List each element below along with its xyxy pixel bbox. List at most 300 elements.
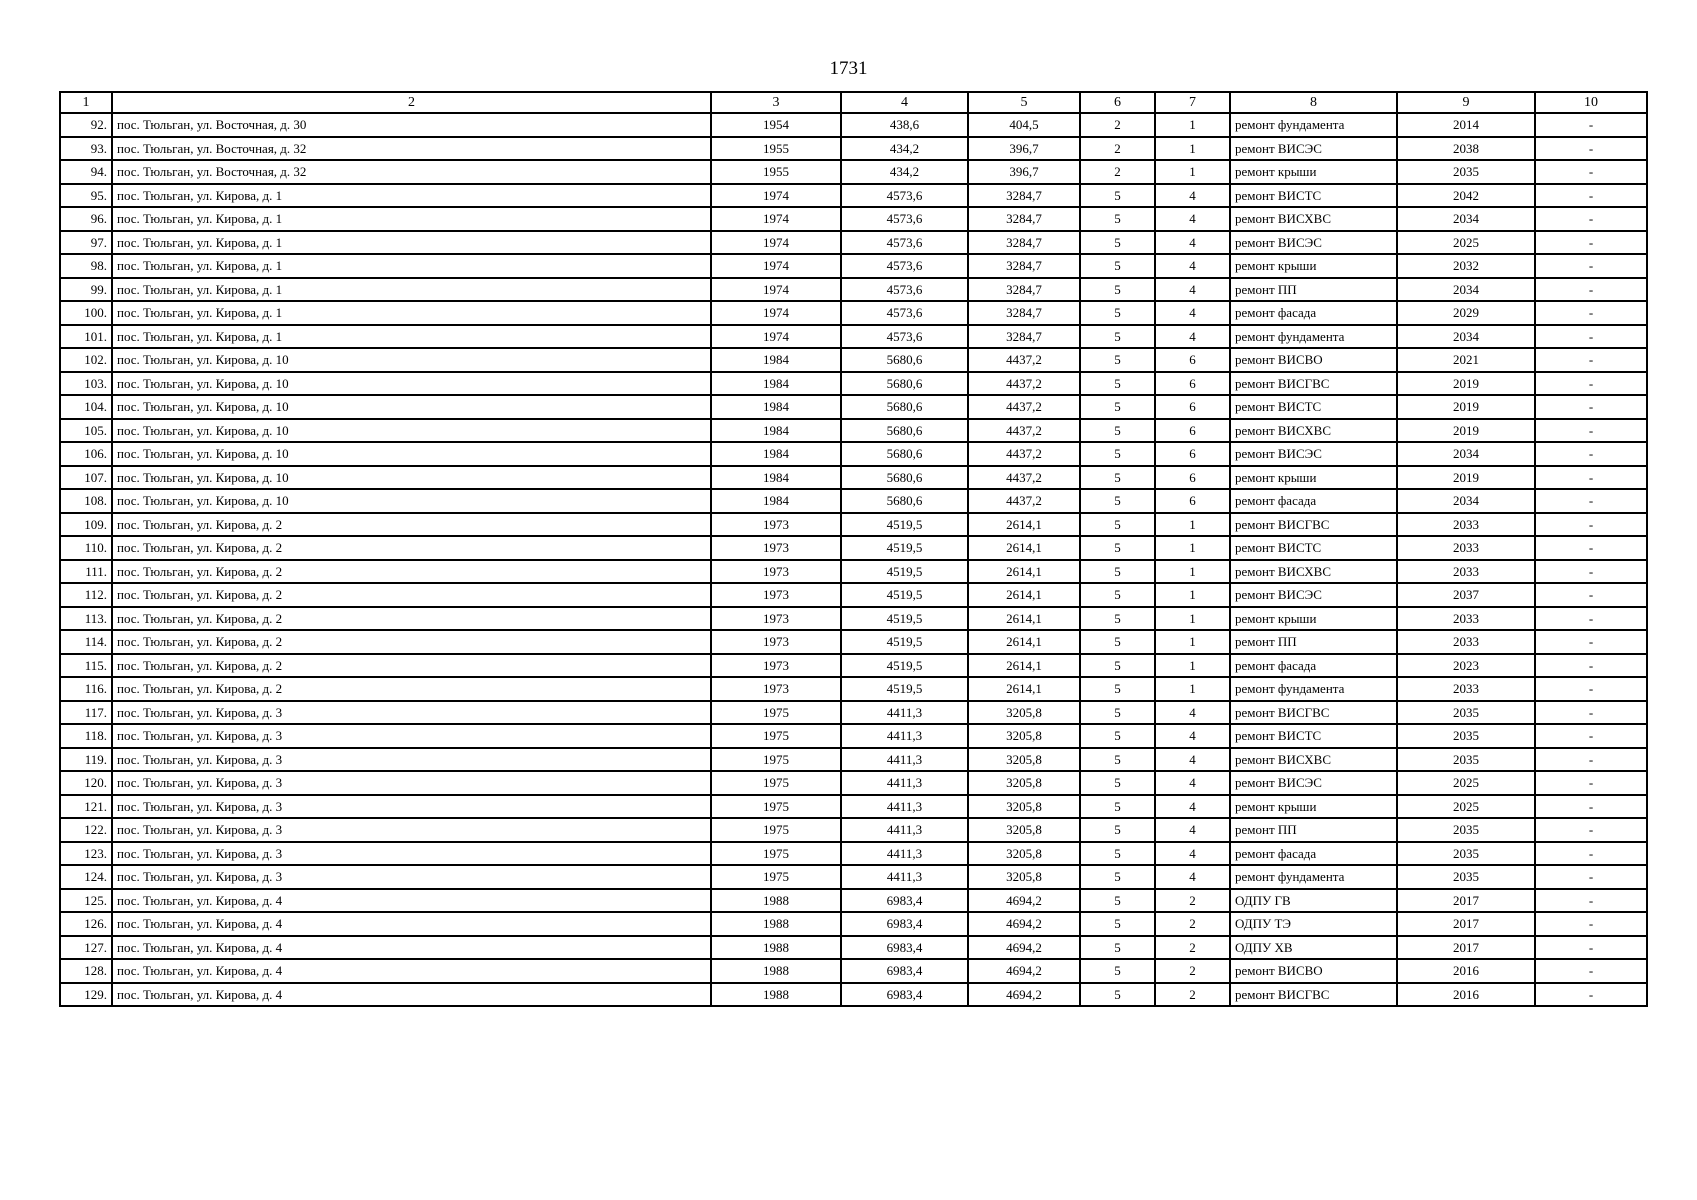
note-cell: - xyxy=(1535,607,1647,631)
row-number-cell: 100. xyxy=(60,301,112,325)
entrances-cell: 1 xyxy=(1155,654,1230,678)
floors-cell: 5 xyxy=(1080,842,1155,866)
floors-cell: 5 xyxy=(1080,560,1155,584)
table-row xyxy=(60,372,1647,396)
row-number-cell: 129. xyxy=(60,983,112,1007)
total-area-cell: 4519,5 xyxy=(841,560,968,584)
work-type-cell: ремонт ВИСГВС xyxy=(1230,983,1397,1007)
table-row xyxy=(60,207,1647,231)
planned-year-cell: 2025 xyxy=(1397,771,1535,795)
row-number-cell: 104. xyxy=(60,395,112,419)
total-area-cell: 4519,5 xyxy=(841,630,968,654)
total-area-cell: 4411,3 xyxy=(841,771,968,795)
row-number-cell: 114. xyxy=(60,630,112,654)
planned-year-cell: 2033 xyxy=(1397,630,1535,654)
table-row xyxy=(60,842,1647,866)
row-number-cell: 119. xyxy=(60,748,112,772)
row-number-cell: 99. xyxy=(60,278,112,302)
address-cell: пос. Тюльган, ул. Кирова, д. 3 xyxy=(112,748,711,772)
table-row xyxy=(60,160,1647,184)
work-type-cell: ремонт ПП xyxy=(1230,278,1397,302)
planned-year-cell: 2034 xyxy=(1397,442,1535,466)
living-area-cell: 2614,1 xyxy=(968,677,1080,701)
total-area-cell: 4411,3 xyxy=(841,842,968,866)
table-row xyxy=(60,113,1647,137)
row-number-cell: 113. xyxy=(60,607,112,631)
planned-year-cell: 2035 xyxy=(1397,818,1535,842)
year-built-cell: 1975 xyxy=(711,865,841,889)
work-type-cell: ремонт ВИСЭС xyxy=(1230,231,1397,255)
total-area-cell: 4573,6 xyxy=(841,207,968,231)
table-row xyxy=(60,325,1647,349)
table-row xyxy=(60,184,1647,208)
note-cell: - xyxy=(1535,513,1647,537)
work-type-cell: ОДПУ ГВ xyxy=(1230,889,1397,913)
floors-cell: 5 xyxy=(1080,724,1155,748)
living-area-cell: 3205,8 xyxy=(968,771,1080,795)
column-header-10: 10 xyxy=(1535,92,1647,113)
row-number-cell: 126. xyxy=(60,912,112,936)
living-area-cell: 4437,2 xyxy=(968,372,1080,396)
planned-year-cell: 2035 xyxy=(1397,701,1535,725)
floors-cell: 5 xyxy=(1080,278,1155,302)
total-area-cell: 4411,3 xyxy=(841,701,968,725)
address-cell: пос. Тюльган, ул. Кирова, д. 2 xyxy=(112,583,711,607)
living-area-cell: 3284,7 xyxy=(968,231,1080,255)
total-area-cell: 434,2 xyxy=(841,137,968,161)
entrances-cell: 4 xyxy=(1155,278,1230,302)
table-row xyxy=(60,818,1647,842)
planned-year-cell: 2034 xyxy=(1397,278,1535,302)
living-area-cell: 3205,8 xyxy=(968,818,1080,842)
address-cell: пос. Тюльган, ул. Кирова, д. 4 xyxy=(112,912,711,936)
note-cell: - xyxy=(1535,936,1647,960)
work-type-cell: ОДПУ ТЭ xyxy=(1230,912,1397,936)
living-area-cell: 4694,2 xyxy=(968,889,1080,913)
total-area-cell: 5680,6 xyxy=(841,442,968,466)
row-number-cell: 127. xyxy=(60,936,112,960)
year-built-cell: 1988 xyxy=(711,959,841,983)
work-type-cell: ремонт ВИСТС xyxy=(1230,536,1397,560)
row-number-cell: 96. xyxy=(60,207,112,231)
total-area-cell: 6983,4 xyxy=(841,936,968,960)
registry-table xyxy=(59,91,1648,1007)
address-cell: пос. Тюльган, ул. Кирова, д. 1 xyxy=(112,207,711,231)
work-type-cell: ремонт ВИСХВС xyxy=(1230,560,1397,584)
planned-year-cell: 2019 xyxy=(1397,372,1535,396)
address-cell: пос. Тюльган, ул. Восточная, д. 30 xyxy=(112,113,711,137)
floors-cell: 5 xyxy=(1080,677,1155,701)
table-row xyxy=(60,536,1647,560)
total-area-cell: 4573,6 xyxy=(841,301,968,325)
table-row xyxy=(60,583,1647,607)
table-row xyxy=(60,607,1647,631)
total-area-cell: 4573,6 xyxy=(841,184,968,208)
planned-year-cell: 2035 xyxy=(1397,842,1535,866)
entrances-cell: 1 xyxy=(1155,560,1230,584)
planned-year-cell: 2017 xyxy=(1397,936,1535,960)
total-area-cell: 4573,6 xyxy=(841,231,968,255)
total-area-cell: 4519,5 xyxy=(841,654,968,678)
living-area-cell: 4437,2 xyxy=(968,466,1080,490)
entrances-cell: 4 xyxy=(1155,325,1230,349)
work-type-cell: ремонт ВИСТС xyxy=(1230,184,1397,208)
note-cell: - xyxy=(1535,912,1647,936)
entrances-cell: 1 xyxy=(1155,536,1230,560)
year-built-cell: 1988 xyxy=(711,889,841,913)
floors-cell: 2 xyxy=(1080,137,1155,161)
planned-year-cell: 2035 xyxy=(1397,865,1535,889)
total-area-cell: 6983,4 xyxy=(841,959,968,983)
work-type-cell: ремонт ПП xyxy=(1230,818,1397,842)
work-type-cell: ремонт ВИСЭС xyxy=(1230,442,1397,466)
floors-cell: 2 xyxy=(1080,160,1155,184)
table-row xyxy=(60,442,1647,466)
address-cell: пос. Тюльган, ул. Кирова, д. 2 xyxy=(112,536,711,560)
note-cell: - xyxy=(1535,442,1647,466)
row-number-cell: 102. xyxy=(60,348,112,372)
entrances-cell: 4 xyxy=(1155,701,1230,725)
row-number-cell: 105. xyxy=(60,419,112,443)
table-row xyxy=(60,889,1647,913)
year-built-cell: 1974 xyxy=(711,254,841,278)
note-cell: - xyxy=(1535,278,1647,302)
floors-cell: 5 xyxy=(1080,466,1155,490)
total-area-cell: 4411,3 xyxy=(841,865,968,889)
row-number-cell: 94. xyxy=(60,160,112,184)
table-row xyxy=(60,419,1647,443)
year-built-cell: 1988 xyxy=(711,936,841,960)
address-cell: пос. Тюльган, ул. Кирова, д. 4 xyxy=(112,889,711,913)
table-row xyxy=(60,724,1647,748)
living-area-cell: 2614,1 xyxy=(968,560,1080,584)
row-number-cell: 109. xyxy=(60,513,112,537)
total-area-cell: 5680,6 xyxy=(841,466,968,490)
entrances-cell: 1 xyxy=(1155,513,1230,537)
year-built-cell: 1974 xyxy=(711,231,841,255)
row-number-cell: 121. xyxy=(60,795,112,819)
floors-cell: 5 xyxy=(1080,983,1155,1007)
living-area-cell: 3284,7 xyxy=(968,254,1080,278)
living-area-cell: 396,7 xyxy=(968,160,1080,184)
row-number-cell: 122. xyxy=(60,818,112,842)
planned-year-cell: 2042 xyxy=(1397,184,1535,208)
total-area-cell: 5680,6 xyxy=(841,395,968,419)
planned-year-cell: 2033 xyxy=(1397,607,1535,631)
row-number-cell: 124. xyxy=(60,865,112,889)
total-area-cell: 4519,5 xyxy=(841,607,968,631)
note-cell: - xyxy=(1535,113,1647,137)
note-cell: - xyxy=(1535,959,1647,983)
living-area-cell: 4437,2 xyxy=(968,442,1080,466)
address-cell: пос. Тюльган, ул. Кирова, д. 3 xyxy=(112,771,711,795)
note-cell: - xyxy=(1535,160,1647,184)
address-cell: пос. Тюльган, ул. Кирова, д. 1 xyxy=(112,231,711,255)
table-row xyxy=(60,466,1647,490)
work-type-cell: ремонт фасада xyxy=(1230,301,1397,325)
table-row xyxy=(60,630,1647,654)
address-cell: пос. Тюльган, ул. Кирова, д. 2 xyxy=(112,677,711,701)
total-area-cell: 5680,6 xyxy=(841,348,968,372)
note-cell: - xyxy=(1535,137,1647,161)
living-area-cell: 3284,7 xyxy=(968,207,1080,231)
column-header-9: 9 xyxy=(1397,92,1535,113)
column-header-4: 4 xyxy=(841,92,968,113)
living-area-cell: 4437,2 xyxy=(968,489,1080,513)
living-area-cell: 4694,2 xyxy=(968,959,1080,983)
entrances-cell: 1 xyxy=(1155,583,1230,607)
year-built-cell: 1974 xyxy=(711,325,841,349)
entrances-cell: 4 xyxy=(1155,795,1230,819)
work-type-cell: ремонт ВИСЭС xyxy=(1230,583,1397,607)
living-area-cell: 3205,8 xyxy=(968,724,1080,748)
row-number-cell: 120. xyxy=(60,771,112,795)
entrances-cell: 4 xyxy=(1155,231,1230,255)
planned-year-cell: 2032 xyxy=(1397,254,1535,278)
note-cell: - xyxy=(1535,889,1647,913)
floors-cell: 5 xyxy=(1080,936,1155,960)
entrances-cell: 2 xyxy=(1155,912,1230,936)
living-area-cell: 396,7 xyxy=(968,137,1080,161)
total-area-cell: 4411,3 xyxy=(841,748,968,772)
column-header-7: 7 xyxy=(1155,92,1230,113)
work-type-cell: ремонт ВИСВО xyxy=(1230,959,1397,983)
year-built-cell: 1974 xyxy=(711,278,841,302)
planned-year-cell: 2035 xyxy=(1397,724,1535,748)
note-cell: - xyxy=(1535,630,1647,654)
year-built-cell: 1975 xyxy=(711,842,841,866)
living-area-cell: 2614,1 xyxy=(968,630,1080,654)
row-number-cell: 125. xyxy=(60,889,112,913)
column-header-5: 5 xyxy=(968,92,1080,113)
note-cell: - xyxy=(1535,724,1647,748)
total-area-cell: 4573,6 xyxy=(841,278,968,302)
note-cell: - xyxy=(1535,254,1647,278)
page-number: 1731 xyxy=(829,58,868,79)
address-cell: пос. Тюльган, ул. Кирова, д. 10 xyxy=(112,489,711,513)
year-built-cell: 1984 xyxy=(711,466,841,490)
planned-year-cell: 2017 xyxy=(1397,889,1535,913)
year-built-cell: 1974 xyxy=(711,207,841,231)
row-number-cell: 101. xyxy=(60,325,112,349)
work-type-cell: ремонт ВИСВО xyxy=(1230,348,1397,372)
total-area-cell: 6983,4 xyxy=(841,889,968,913)
floors-cell: 5 xyxy=(1080,912,1155,936)
address-cell: пос. Тюльган, ул. Кирова, д. 3 xyxy=(112,865,711,889)
work-type-cell: ремонт фасада xyxy=(1230,654,1397,678)
total-area-cell: 4519,5 xyxy=(841,513,968,537)
total-area-cell: 5680,6 xyxy=(841,372,968,396)
table-row xyxy=(60,771,1647,795)
floors-cell: 5 xyxy=(1080,748,1155,772)
row-number-cell: 110. xyxy=(60,536,112,560)
note-cell: - xyxy=(1535,583,1647,607)
work-type-cell: ремонт ВИСТС xyxy=(1230,724,1397,748)
planned-year-cell: 2021 xyxy=(1397,348,1535,372)
entrances-cell: 4 xyxy=(1155,207,1230,231)
table-body xyxy=(60,113,1647,1006)
floors-cell: 5 xyxy=(1080,795,1155,819)
year-built-cell: 1973 xyxy=(711,536,841,560)
year-built-cell: 1975 xyxy=(711,701,841,725)
year-built-cell: 1984 xyxy=(711,419,841,443)
entrances-cell: 2 xyxy=(1155,983,1230,1007)
note-cell: - xyxy=(1535,348,1647,372)
work-type-cell: ремонт фундамента xyxy=(1230,677,1397,701)
work-type-cell: ОДПУ ХВ xyxy=(1230,936,1397,960)
row-number-cell: 107. xyxy=(60,466,112,490)
total-area-cell: 5680,6 xyxy=(841,489,968,513)
row-number-cell: 92. xyxy=(60,113,112,137)
living-area-cell: 3205,8 xyxy=(968,865,1080,889)
floors-cell: 5 xyxy=(1080,654,1155,678)
row-number-cell: 103. xyxy=(60,372,112,396)
address-cell: пос. Тюльган, ул. Кирова, д. 3 xyxy=(112,795,711,819)
floors-cell: 5 xyxy=(1080,536,1155,560)
column-header-6: 6 xyxy=(1080,92,1155,113)
planned-year-cell: 2016 xyxy=(1397,983,1535,1007)
address-cell: пос. Тюльган, ул. Кирова, д. 2 xyxy=(112,607,711,631)
entrances-cell: 6 xyxy=(1155,348,1230,372)
year-built-cell: 1988 xyxy=(711,912,841,936)
address-cell: пос. Тюльган, ул. Восточная, д. 32 xyxy=(112,137,711,161)
year-built-cell: 1975 xyxy=(711,771,841,795)
entrances-cell: 4 xyxy=(1155,184,1230,208)
year-built-cell: 1974 xyxy=(711,301,841,325)
total-area-cell: 4519,5 xyxy=(841,536,968,560)
address-cell: пос. Тюльган, ул. Кирова, д. 4 xyxy=(112,959,711,983)
note-cell: - xyxy=(1535,231,1647,255)
work-type-cell: ремонт ВИСЭС xyxy=(1230,771,1397,795)
row-number-cell: 93. xyxy=(60,137,112,161)
year-built-cell: 1954 xyxy=(711,113,841,137)
living-area-cell: 4437,2 xyxy=(968,348,1080,372)
year-built-cell: 1973 xyxy=(711,583,841,607)
floors-cell: 5 xyxy=(1080,348,1155,372)
living-area-cell: 3284,7 xyxy=(968,325,1080,349)
year-built-cell: 1973 xyxy=(711,560,841,584)
year-built-cell: 1955 xyxy=(711,160,841,184)
entrances-cell: 6 xyxy=(1155,372,1230,396)
floors-cell: 5 xyxy=(1080,184,1155,208)
entrances-cell: 2 xyxy=(1155,889,1230,913)
work-type-cell: ремонт фундамента xyxy=(1230,113,1397,137)
table-row xyxy=(60,278,1647,302)
year-built-cell: 1984 xyxy=(711,395,841,419)
work-type-cell: ремонт крыши xyxy=(1230,466,1397,490)
address-cell: пос. Тюльган, ул. Кирова, д. 1 xyxy=(112,184,711,208)
year-built-cell: 1984 xyxy=(711,372,841,396)
year-built-cell: 1984 xyxy=(711,348,841,372)
address-cell: пос. Тюльган, ул. Кирова, д. 1 xyxy=(112,325,711,349)
note-cell: - xyxy=(1535,983,1647,1007)
table-row xyxy=(60,677,1647,701)
note-cell: - xyxy=(1535,489,1647,513)
table-row xyxy=(60,560,1647,584)
entrances-cell: 2 xyxy=(1155,936,1230,960)
year-built-cell: 1975 xyxy=(711,748,841,772)
table-row xyxy=(60,748,1647,772)
table-row xyxy=(60,395,1647,419)
address-cell: пос. Тюльган, ул. Кирова, д. 10 xyxy=(112,348,711,372)
total-area-cell: 438,6 xyxy=(841,113,968,137)
year-built-cell: 1984 xyxy=(711,442,841,466)
planned-year-cell: 2019 xyxy=(1397,395,1535,419)
planned-year-cell: 2034 xyxy=(1397,489,1535,513)
planned-year-cell: 2025 xyxy=(1397,231,1535,255)
address-cell: пос. Тюльган, ул. Кирова, д. 10 xyxy=(112,419,711,443)
total-area-cell: 4519,5 xyxy=(841,583,968,607)
table-row xyxy=(60,231,1647,255)
living-area-cell: 3284,7 xyxy=(968,184,1080,208)
year-built-cell: 1955 xyxy=(711,137,841,161)
note-cell: - xyxy=(1535,184,1647,208)
floors-cell: 5 xyxy=(1080,254,1155,278)
table-row xyxy=(60,137,1647,161)
work-type-cell: ремонт ВИСХВС xyxy=(1230,748,1397,772)
work-type-cell: ремонт фундамента xyxy=(1230,865,1397,889)
entrances-cell: 6 xyxy=(1155,466,1230,490)
total-area-cell: 5680,6 xyxy=(841,419,968,443)
floors-cell: 5 xyxy=(1080,325,1155,349)
row-number-cell: 95. xyxy=(60,184,112,208)
living-area-cell: 4694,2 xyxy=(968,936,1080,960)
work-type-cell: ремонт фасада xyxy=(1230,842,1397,866)
work-type-cell: ремонт крыши xyxy=(1230,160,1397,184)
address-cell: пос. Тюльган, ул. Кирова, д. 2 xyxy=(112,654,711,678)
floors-cell: 5 xyxy=(1080,207,1155,231)
year-built-cell: 1973 xyxy=(711,654,841,678)
table-row xyxy=(60,936,1647,960)
table-row xyxy=(60,912,1647,936)
living-area-cell: 3205,8 xyxy=(968,748,1080,772)
living-area-cell: 2614,1 xyxy=(968,536,1080,560)
floors-cell: 5 xyxy=(1080,701,1155,725)
note-cell: - xyxy=(1535,654,1647,678)
year-built-cell: 1973 xyxy=(711,607,841,631)
entrances-cell: 4 xyxy=(1155,771,1230,795)
planned-year-cell: 2019 xyxy=(1397,419,1535,443)
address-cell: пос. Тюльган, ул. Кирова, д. 4 xyxy=(112,983,711,1007)
floors-cell: 5 xyxy=(1080,442,1155,466)
row-number-cell: 97. xyxy=(60,231,112,255)
table-row xyxy=(60,654,1647,678)
row-number-cell: 118. xyxy=(60,724,112,748)
note-cell: - xyxy=(1535,795,1647,819)
work-type-cell: ремонт ПП xyxy=(1230,630,1397,654)
entrances-cell: 4 xyxy=(1155,724,1230,748)
work-type-cell: ремонт крыши xyxy=(1230,254,1397,278)
total-area-cell: 6983,4 xyxy=(841,983,968,1007)
planned-year-cell: 2029 xyxy=(1397,301,1535,325)
row-number-cell: 116. xyxy=(60,677,112,701)
floors-cell: 5 xyxy=(1080,959,1155,983)
column-header-2: 2 xyxy=(112,92,711,113)
address-cell: пос. Тюльган, ул. Кирова, д. 3 xyxy=(112,818,711,842)
address-cell: пос. Тюльган, ул. Кирова, д. 3 xyxy=(112,724,711,748)
table-row xyxy=(60,301,1647,325)
living-area-cell: 2614,1 xyxy=(968,654,1080,678)
row-number-cell: 117. xyxy=(60,701,112,725)
address-cell: пос. Тюльган, ул. Кирова, д. 3 xyxy=(112,701,711,725)
planned-year-cell: 2034 xyxy=(1397,207,1535,231)
planned-year-cell: 2034 xyxy=(1397,325,1535,349)
entrances-cell: 6 xyxy=(1155,395,1230,419)
year-built-cell: 1988 xyxy=(711,983,841,1007)
floors-cell: 5 xyxy=(1080,771,1155,795)
work-type-cell: ремонт ВИСХВС xyxy=(1230,207,1397,231)
table-row xyxy=(60,254,1647,278)
